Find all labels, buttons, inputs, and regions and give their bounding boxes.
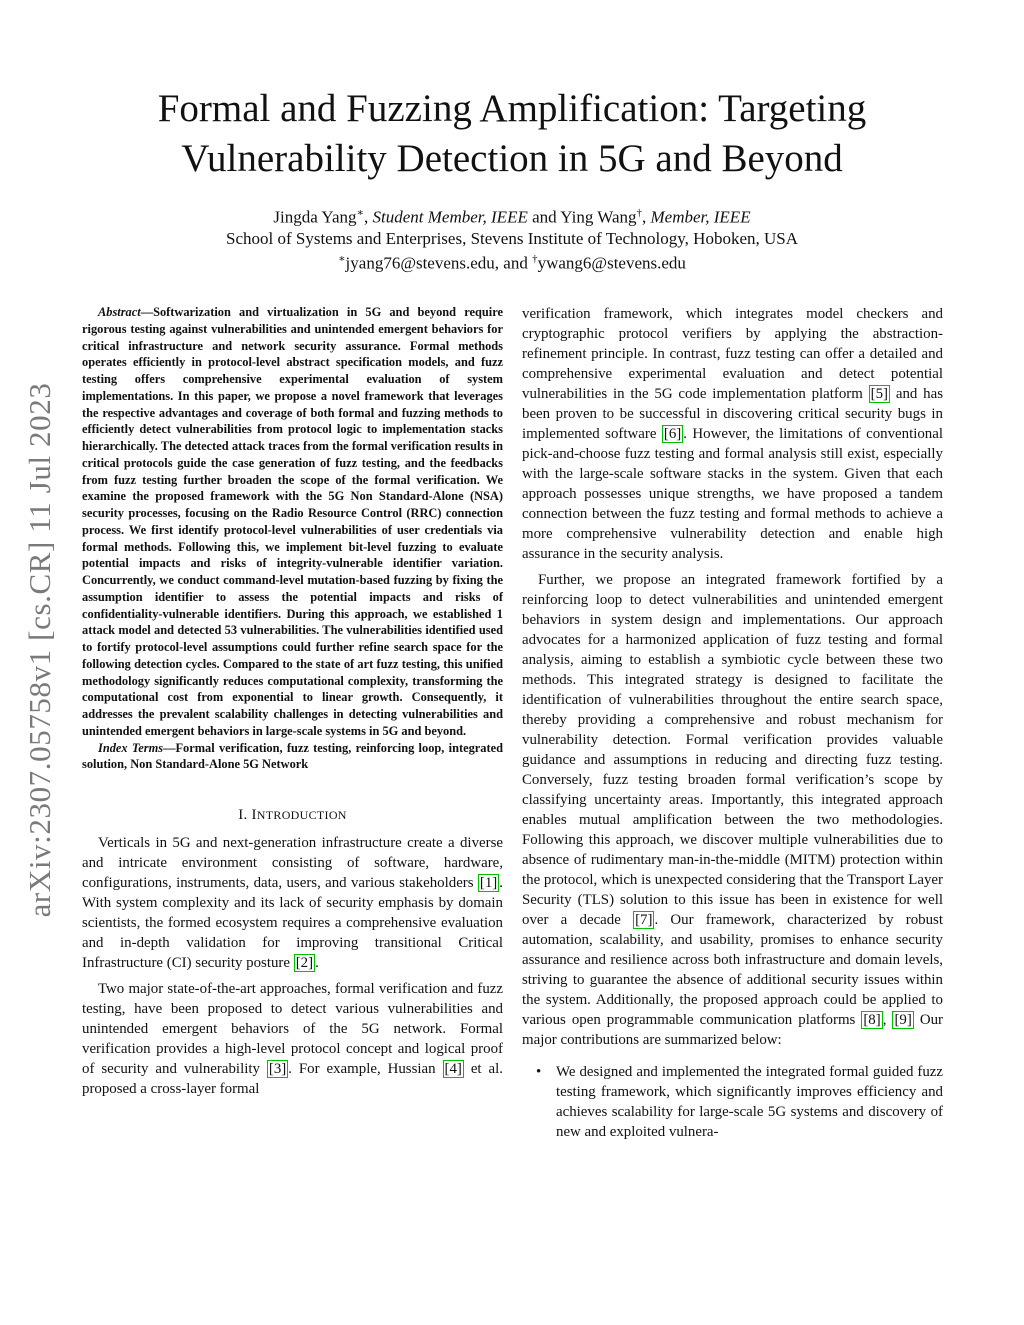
citation-5[interactable]: [5] [870,386,889,402]
author-1-mark: ∗ [356,207,365,219]
index-terms-label: Index Terms [98,740,164,755]
citation-8[interactable]: [8] [863,1012,881,1028]
text-run: verification framework, which integrates model checkers and cryptographic protocol verifiers by applying the abstraction-refinement principle. In contrast, fuzz testing can offer a detailed and comprehensive experimental evaluation and detect potential vulnerabilities in the 5G code implementation platform [522,306,943,402]
index-terms-text: Formal verification, fuzz testing, reinforcing loop, integrated solution, Non Standard-Alone 5G Network [82,740,503,772]
abstract [82,304,503,740]
title-line-1: Formal and Fuzzing Amplification: Targeting [157,87,867,130]
affiliation: School of Systems and Enterprises, Stevens Institute of Technology, Hoboken, USA [225,228,799,248]
email-1-mark: ∗ [338,252,346,265]
right-paragraph-2 [522,570,943,1050]
abstract-label: Abstract [98,305,141,319]
email-1: jyang76@stevens.edu, and [345,253,533,273]
abstract-dash: — [140,305,154,319]
text-run: . [315,955,319,971]
citation-1[interactable]: [1] [479,875,498,891]
section-number: I. [238,807,252,823]
text-run: et al. proposed a cross-layer formal [82,1061,503,1097]
intro-paragraph-2 [82,979,503,1099]
arxiv-id: arXiv:2307.05758v1 [cs.CR] 11 Jul 2023 [22,382,57,918]
text-run: , [882,1012,893,1028]
citation-7[interactable]: [7] [635,912,653,928]
author-2-mark: † [636,207,642,219]
author-conjunction: and [532,207,557,227]
index-terms [82,740,503,774]
right-column [522,304,943,1142]
text-run: Two major state-of-the-art approaches, formal verification and fuzz testing, have been proposed to detect various vulnerabilities and unintended emergent behaviors of the 5G network. Formal verification provides a high-level protocol concept and logical proof of security and vulnerability [82,981,503,1077]
title-line-2: Vulnerability Detection in 5G and Beyond [181,137,843,180]
text-run: . Our framework, characterized by robust automation, scalability, and usability, promises to enhance security assurance and resilience across both infrastructure and domain levels, striving to guarantee the absence of additional security issues within the system. Additionally, the proposed approach could be applied to various open programmable communication platforms [522,912,943,1028]
contribution-item: • We designed and implemented the integrated formal guided fuzz testing framework, which significantly improves efficiency and achieves scalability for large-scale 5G systems and discovery of new and exploited vulnera- [556,1062,943,1142]
abstract-text: Softwarization and virtualization in 5G and beyond require rigorous testing against vulnerabilities and unintended emergent behaviors for critical infrastructure and network security assurance. Formal methods operates efficiently in protocol-level abstract specification models, and fuzz testing offers comprehensive experimental evaluation of system implementations. In this paper, we propose a novel framework that leverages the respective advantages and coverage of both formal and fuzzing methods to efficiently detect vulnerabilities from protocol logic to implementation stacks hierarchically. The detected attack traces from the formal verification results in critical protocols guide the case generation of fuzz testing, and the feedbacks from fuzz testing further broaden the scope of the formal verification. We examine the proposed framework with the 5G Non Standard-Alone (NSA) security processes, focusing on the Radio Resource Control (RRC) connection process. We first identify protocol-level vulnerabilities of user credentials via formal methods. Following this, we implement bit-level fuzzing to evaluate potential impacts and risks of integrity-vulnerable identifier variation. Concurrently, we conduct command-level mutation-based fuzzing by fixing the assumption identifier to assess the potential impacts and risks of confidentiality-vulnerable identifiers. During this approach, we established 1 attack model and detected 53 vulnerabilities. The vulnerabilities identified used to fortify protocol-level assumptions could further refine search space for the following detection cycles. Compared to the state of art fuzz testing, this unified methodology significantly reduces computational complexity, transforming the computational cost from exponential to linear growth. Consequently, it addresses the prevalent scalability challenges in detecting vulnerabilities and unintended emergent behaviors in large-scale systems in 5G and beyond. [82,305,503,738]
author-1-name: Jingda Yang [273,207,357,227]
section-initial: I [251,807,257,823]
email-2: ywang6@stevens.edu [537,253,686,273]
citation-4[interactable]: [4] [444,1061,462,1077]
email-line [0,249,1024,274]
left-column [82,304,503,1105]
text-run: . For example, Hussian [288,1061,443,1077]
author-block [0,203,1024,273]
author-1-role: Student Member, IEEE [372,207,528,227]
citation-9[interactable]: [9] [894,1012,912,1028]
contributions-list [522,1062,943,1142]
citation-6[interactable]: [6] [663,426,682,442]
intro-paragraph-1 [82,833,503,973]
section-rest: NTRODUCTION [256,808,347,822]
right-paragraph-1 [522,304,943,564]
citation-3[interactable]: [3] [268,1061,287,1077]
arxiv-sidebar-stamp [10,360,70,940]
email-2-mark: † [532,252,538,265]
author-2-name: Ying Wang [560,207,637,227]
text-run: Verticals in 5G and next-generation infrastructure create a diverse and intricate environment consisting of software, hardware, configurations, instruments, data, users, and various stakeholders [82,835,503,891]
paper-title [0,84,1024,184]
section-heading-introduction [82,805,503,825]
text-run: Further, we propose an integrated framework fortified by a reinforcing loop to detect vulnerabilities and unintended emergent behaviors in system design and implementations. Our approach advocates for a harmonized application of fuzz testing and formal analysis, aiming to establish a symbiotic cycle between these two methods. This integrated strategy is designed to facilitate the identification of vulnerabilities throughout the entire search space, thereby providing a comprehensive and robust mechanism for vulnerability detection. Formal verification provides valuable guidance and assumptions in reducing and directing fuzz testing. Conversely, fuzz testing broaden formal verification’s scope by classifying uncertainty areas. Importantly, this integrated approach enables mutual amplification between the two methodologies. Following this approach, we discover multiple vulnerabilities due to absence of rudimentary man-in-the-middle (MITM) protection within the protocol, which is unexpected considering that the Transport Layer Security (TLS) solution to this issue has been in existence for well over a decade [522,572,943,928]
citation-2[interactable]: [2] [295,955,314,971]
author-2-role: Member, IEEE [650,207,751,227]
text-run: and has been proven to be successful in discovering critical security bugs in implemented software [522,386,943,442]
text-run: Our major contributions are summarized below: [522,1012,943,1048]
text-run: . However, the limitations of conventional pick-and-choose fuzz testing and formal analysis still exist, especially with the large-scale software stacks in the system. Given that each approach possesses unique strengths, we have proposed a tandem connection between the fuzz testing and formal methods to achieve a more comprehensive vulnerability detection and enable high assurance in the security analysis. [522,426,943,562]
text-run: . With system complexity and its lack of security emphasis by domain scientists, the formed ecosystem requires a comprehensive evaluation and in-depth validation for improving transitional Critical Infrastructure (CI) security posture [82,875,503,971]
author-line: Jingda Yang∗, Student Member, IEEE and Ying Wang†, Member, IEEE [273,207,751,227]
index-terms-dash: — [163,740,176,755]
